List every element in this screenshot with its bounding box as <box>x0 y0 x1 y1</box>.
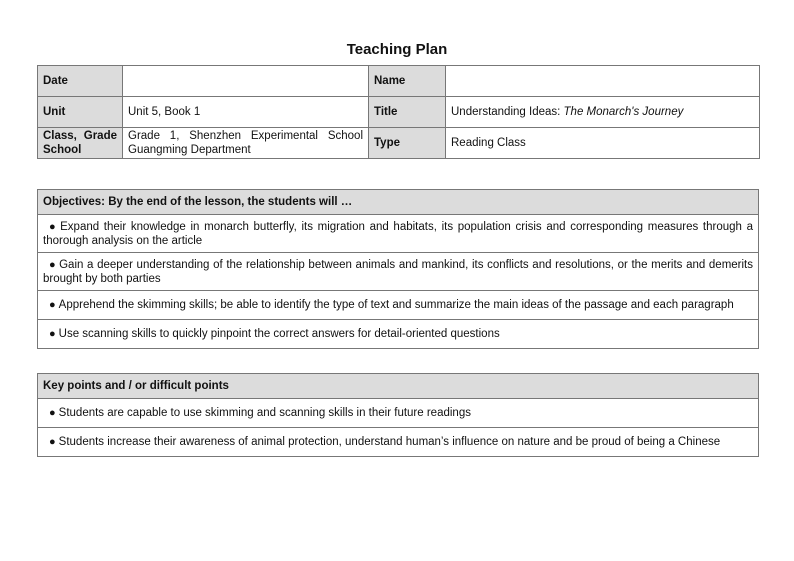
table-row <box>38 97 760 128</box>
table-row <box>38 399 759 428</box>
title-italic: The Monarch's Journey <box>563 106 684 118</box>
page-title: Teaching Plan <box>346 41 448 58</box>
objective-text: Gain a deeper understanding of the relationship between animals and mankind, its conflicts and resolutions, or the merits and demerits brought by both parties <box>43 258 753 285</box>
bullet-icon: ● <box>49 299 56 311</box>
objective-item <box>38 320 759 349</box>
table-row <box>38 320 759 349</box>
table-row <box>38 428 759 457</box>
unit-value: Unit 5, Book 1 <box>123 97 369 128</box>
table-row <box>38 291 759 320</box>
type-value: Reading Class <box>446 128 760 159</box>
name-value <box>446 66 760 97</box>
objective-text: Use scanning skills to quickly pinpoint the correct answers for detail-oriented questions <box>58 328 500 340</box>
objective-item <box>38 215 759 253</box>
table-row <box>38 374 759 399</box>
key-points-header: Key points and / or difficult points <box>38 374 759 399</box>
objective-item <box>38 291 759 320</box>
key-point-item <box>38 428 759 457</box>
bullet-icon: ● <box>49 220 58 233</box>
objectives-header: Objectives: By the end of the lesson, the students will … <box>38 190 759 215</box>
bullet-icon: ● <box>49 436 56 448</box>
bullet-icon: ● <box>49 407 56 419</box>
table-row <box>38 66 760 97</box>
key-point-item <box>38 399 759 428</box>
unit-label: Unit <box>38 97 123 128</box>
objective-text: Apprehend the skimming skills; be able to identify the type of text and summarize the main ideas of the passage and each paragraph <box>58 299 734 311</box>
objective-item <box>38 253 759 291</box>
table-row <box>38 128 760 159</box>
objective-text: Expand their knowledge in monarch butterfly, its migration and habitats, its population crisis and corresponding measures through a thorough analysis on the article <box>43 220 753 247</box>
bullet-icon: ● <box>49 258 57 271</box>
key-points-table <box>37 373 759 457</box>
name-label: Name <box>369 66 446 97</box>
table-row <box>38 215 759 253</box>
table-row <box>38 253 759 291</box>
type-label: Type <box>369 128 446 159</box>
table-row <box>38 190 759 215</box>
title-value <box>446 97 760 128</box>
info-table <box>37 65 760 159</box>
date-label: Date <box>38 66 123 97</box>
objectives-table <box>37 189 759 349</box>
date-value <box>123 66 369 97</box>
key-point-text: Students increase their awareness of animal protection, understand human’s influence on nature and be proud of being a Chinese <box>58 436 721 448</box>
class-label: Class, Grade School <box>38 128 123 159</box>
title-label: Title <box>369 97 446 128</box>
key-point-text: Students are capable to use skimming and scanning skills in their future readings <box>58 407 471 419</box>
class-value: Grade 1, Shenzhen Experimental School Guangming Department <box>123 128 369 159</box>
title-prefix: Understanding Ideas: <box>451 106 564 118</box>
bullet-icon: ● <box>49 328 56 340</box>
